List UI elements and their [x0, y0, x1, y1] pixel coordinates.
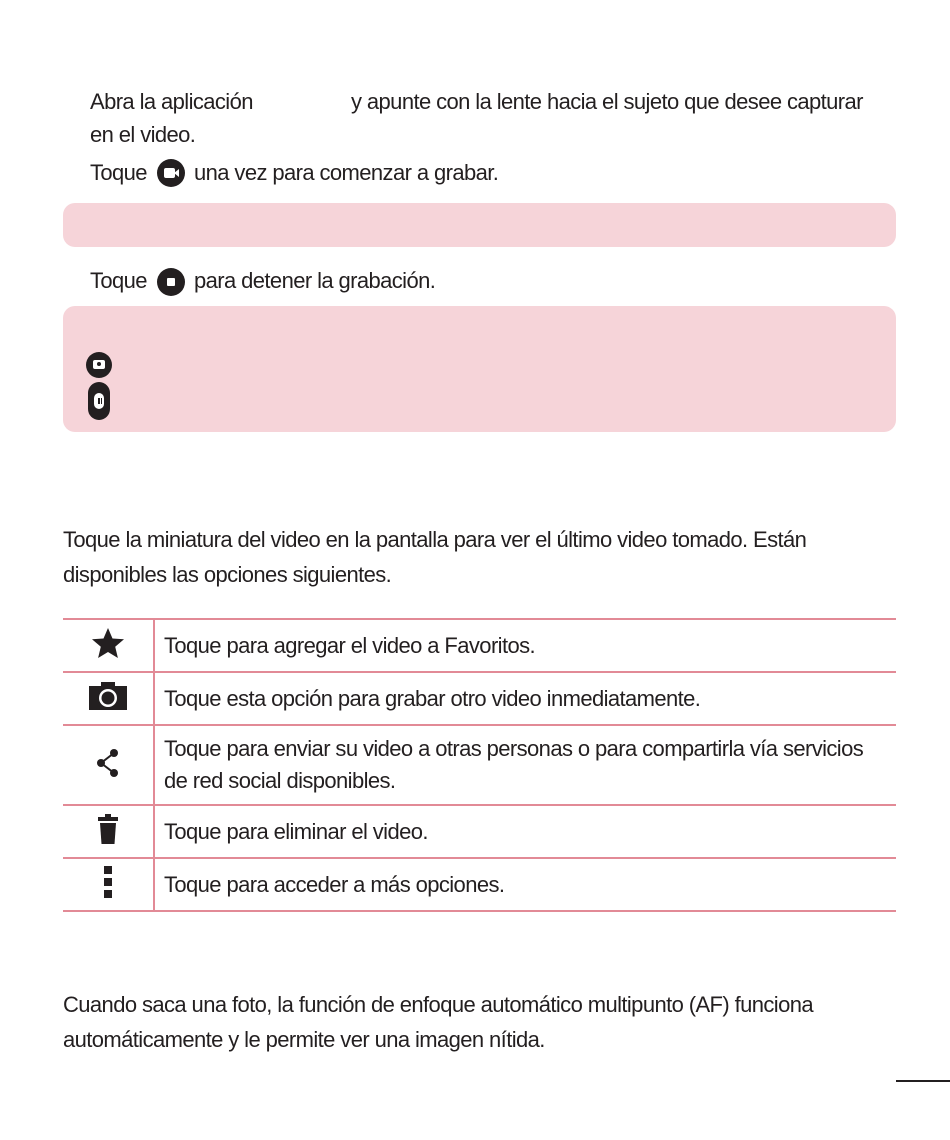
- tip-box: [63, 306, 896, 432]
- option-description: [154, 805, 896, 858]
- stop-icon: [157, 268, 185, 296]
- icon-cell: [63, 805, 154, 858]
- step-stop-recording-suffix: para detener la grabación.: [194, 268, 436, 293]
- autofocus-paragraph-cont: automáticamente y le permite ver una imagen nítida.: [63, 1027, 545, 1052]
- star-icon: [91, 627, 125, 659]
- option-description: [154, 619, 896, 672]
- option-text-cont: de red social disponibles.: [164, 768, 396, 793]
- step-start-recording-suffix: una vez para comenzar a grabar.: [194, 160, 499, 185]
- pause-icon: [88, 382, 110, 420]
- icon-cell: [63, 619, 154, 672]
- table-row: [63, 725, 896, 805]
- option-text: Toque para agregar el video a Favoritos.: [164, 632, 536, 658]
- table-row: [63, 858, 896, 911]
- option-text: Toque para eliminar el video.: [164, 818, 428, 844]
- icon-cell: [63, 672, 154, 725]
- option-description: [154, 858, 896, 911]
- camera-snapshot-icon: [86, 352, 112, 378]
- share-icon: [96, 748, 120, 778]
- table-row: [63, 805, 896, 858]
- camera-icon: [88, 681, 128, 711]
- page-footer-rule: [896, 1080, 950, 1082]
- step-open-app-text-cont: en el video.: [90, 122, 196, 147]
- option-description: [154, 725, 896, 805]
- icon-cell: [63, 858, 154, 911]
- step-open-app-text: Abra la aplicación: [90, 89, 253, 114]
- table-row: [63, 672, 896, 725]
- trash-icon: [97, 813, 119, 845]
- gallery-intro: Toque la miniatura del video en la pantalla para ver el último video tomado. Están: [63, 527, 807, 552]
- icon-cell: [63, 725, 154, 805]
- more-vertical-icon: [103, 865, 113, 899]
- autofocus-paragraph: Cuando saca una foto, la función de enfoque automático multipunto (AF) funciona: [63, 992, 814, 1017]
- option-text: Toque esta opción para grabar otro video inmediatamente.: [164, 685, 701, 711]
- note-box: [63, 203, 896, 247]
- option-description: [154, 672, 896, 725]
- video-options-table: [63, 618, 896, 912]
- option-text: Toque para acceder a más opciones.: [164, 871, 505, 897]
- gallery-intro-cont: disponibles las opciones siguientes.: [63, 562, 392, 587]
- step-aim-lens-text: y apunte con la lente hacia el sujeto que desee capturar: [351, 89, 863, 114]
- step-stop-recording-prefix: Toque: [90, 268, 147, 293]
- option-text: Toque para enviar su video a otras personas o para compartirla vía servicios: [164, 736, 864, 761]
- video-camera-icon: [157, 159, 185, 187]
- table-row: [63, 619, 896, 672]
- step-start-recording-prefix: Toque: [90, 160, 147, 185]
